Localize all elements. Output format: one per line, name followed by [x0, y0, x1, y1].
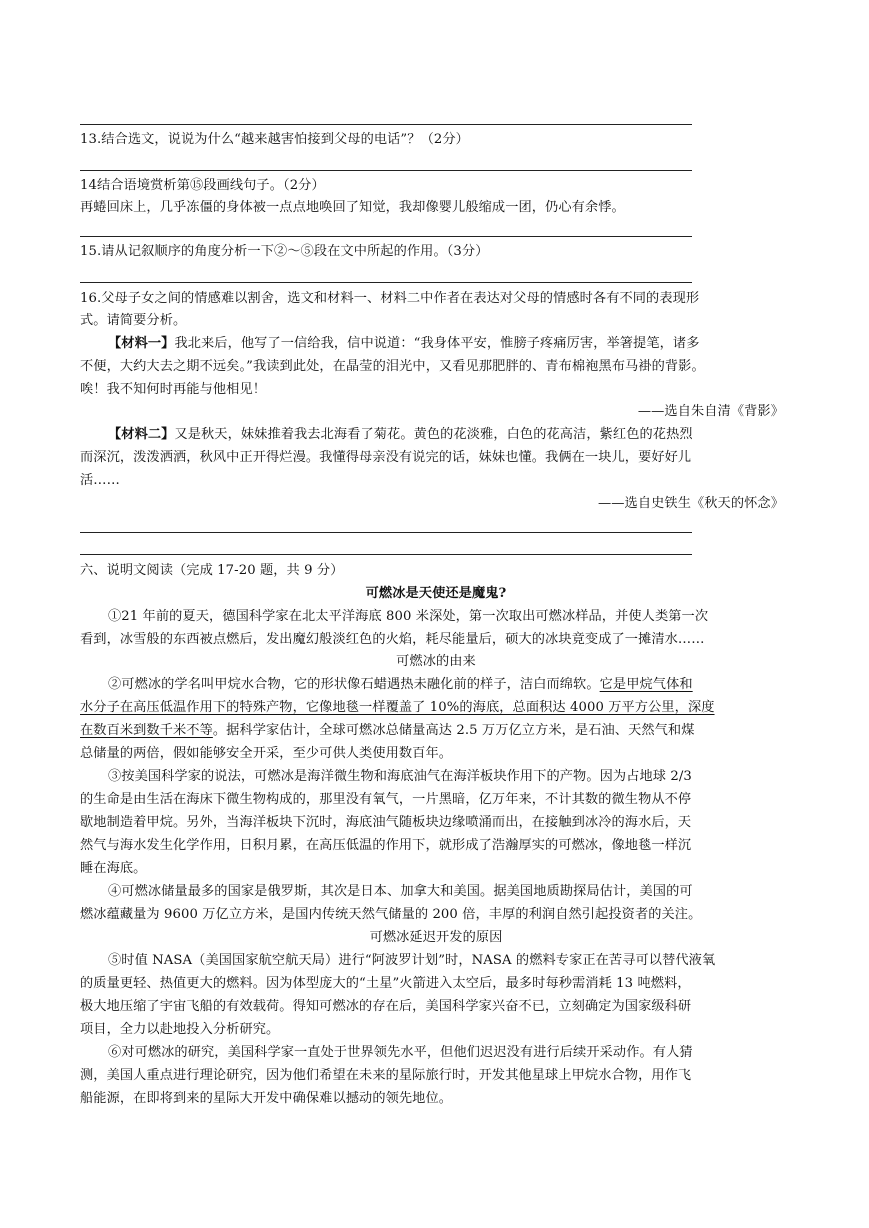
article-line: 极大地压缩了宇宙飞船的有效载荷。得知可燃冰的存在后，美国科学家兴奋不已，立刻确定为国家级科研 [80, 999, 692, 1014]
material-1-text: 我北来后，他写了一信给我，信中说道：“我身体平安，惟膀子疼痛厉害，举箸提笔，诸多 [174, 336, 700, 351]
material-2-line [108, 424, 792, 446]
question-16-line: 16.父母子女之间的情感难以割舍，选文和材料一、材料二中作者在表达对父母的情感时各有不同的表现形 [80, 291, 700, 306]
material-1-line: 不便，大约大去之期不远矣。”我读到此处，在晶莹的泪光中，又看见那肥胖的、青布棉袍黑布马褂的背影。 [80, 359, 705, 374]
article-line: 项目，全力以赴地投入分析研究。 [80, 1022, 280, 1037]
article-line: 测，美国人重点进行理论研究，因为他们希望在未来的星际旅行时，开发其他星球上甲烷水合物，用作飞 [80, 1068, 692, 1083]
material-1-line: 唉！我不知何时再能与他相见！ [80, 382, 267, 397]
material-1-label: 【材料一】 [108, 336, 175, 351]
material-1-source: ——选自朱自清《背影》 [637, 404, 784, 419]
article-line: 睡在海底。 [80, 861, 147, 876]
article-line: ⑥对可燃冰的研究，美国科学家一直处于世界领先水平，但他们迟迟没有进行后续开采动作。有人猜 [108, 1045, 693, 1060]
material-1-line [108, 333, 792, 355]
article-line: 的质量更轻、热值更大的燃料。因为体型庞大的“土星”火箭进入太空后，最多时每秒需消耗 13 吨燃料， [80, 976, 691, 991]
question-14-title: 14结合语境赏析第⑮段画线句子。（2分） [80, 178, 325, 193]
subheading: 可燃冰延迟开发的原因 [369, 930, 503, 945]
answer-line [80, 282, 692, 283]
material-2-line: 而深沉，泼泼洒洒，秋风中正开得烂漫。我懂得母亲没有说完的话，妹妹也懂。我俩在一块儿，要好好儿 [80, 450, 692, 465]
section-6-header: 六、说明文阅读（完成 17-20 题，共 9 分） [80, 563, 344, 578]
article-title: 可燃冰是天使还是魔鬼? [365, 586, 507, 601]
article-line: 歇地制造着甲烷。另外，当海洋板块下沉时，海底油气随板块边缘喷涌而出，在接触到冰冷的海水后，天 [80, 815, 692, 830]
subheading: 可燃冰的由来 [396, 654, 476, 669]
article-text: ②可燃冰的学名叫甲烷水合物，它的形状像石蜡遇热未融化前的样子，洁白而绵软。 [108, 677, 600, 692]
article-line: ①21 年前的夏天，德国科学家在北太平洋海底 800 米深处，第一次取出可燃冰样品，并使人类第一次 [108, 609, 709, 624]
answer-line [80, 554, 692, 555]
answer-line [80, 236, 692, 237]
article-line: 的生命是由生活在海床下微生物构成的，那里没有氧气，一片黑暗，亿万年来，不计其数的微生物从不停 [80, 792, 692, 807]
article-line: 燃冰蕴藏量为 9600 万亿立方米，是国内传统天然气储量的 200 倍，丰厚的利润自然引起投资者的关注。 [80, 907, 702, 922]
material-2-label: 【材料二】 [108, 427, 175, 442]
article-line [108, 674, 792, 696]
underlined-line: 水分子在高压低温作用下的特殊产物，它像地毯一样覆盖了 10%的海底，总面积达 4000 万平方公里，深度 [80, 700, 715, 715]
question-16-line: 式。请简要分析。 [80, 313, 187, 328]
answer-line [80, 124, 692, 125]
article-line: ④可燃冰储量最多的国家是俄罗斯，其次是日本、加拿大和美国。据美国地质勘探局估计，美国的可 [108, 884, 693, 899]
article-line: ③按美国科学家的说法，可燃冰是海洋微生物和海底油气在海洋板块作用下的产物。因为占地球 2/3 [108, 769, 692, 784]
article-line: ⑤时值 NASA（美国国家航空航天局）进行“阿波罗计划”时，NASA 的燃料专家正在苦寻可以替代液氧 [108, 953, 716, 968]
material-2-text: 又是秋天，妹妹推着我去北海看了菊花。黄色的花淡雅，白色的花高洁，紫红色的花热烈 [174, 427, 693, 442]
article-line: 船能源，在即将到来的星际大开发中确保难以撼动的领先地位。 [80, 1091, 453, 1106]
article-line: 看到，冰雪般的东西被点燃后，发出魔幻般淡红色的火焰，耗尽能量后，硕大的冰块竟变成了一摊清水…… [80, 632, 705, 647]
article-line: 然气与海水发生化学作用，日积月累，在高压低温的作用下，就形成了浩瀚厚实的可燃冰，像地毯一样沉 [80, 838, 692, 853]
question-13: 13.结合选文，说说为什么“越来越害怕接到父母的电话”？（2分） [80, 132, 469, 147]
article-line [80, 720, 792, 742]
answer-line [80, 170, 692, 171]
article-line: 总储量的两倍，假如能够安全开采，至少可供人类使用数百年。 [80, 746, 453, 761]
material-2-line: 活…… [80, 473, 120, 488]
answer-line [80, 532, 692, 533]
underlined-text: 在数百米到数千米不等 [80, 723, 213, 738]
article-text: 。据科学家估计，全球可燃冰总储量高达 2.5 万万亿立方米，是石油、天然气和煤 [212, 723, 695, 738]
material-2-source: ——选自史铁生《秋天的怀念》 [597, 496, 784, 511]
underlined-text: 它是甲烷气体和 [599, 677, 693, 692]
question-15: 15.请从记叙顺序的角度分析一下②～⑤段在文中所起的作用。（3分） [80, 244, 489, 259]
question-14-sentence: 再蜷回床上，几乎冻僵的身体被一点点地唤回了知觉，我却像婴儿般缩成一团，仍心有余悸。 [80, 200, 625, 215]
